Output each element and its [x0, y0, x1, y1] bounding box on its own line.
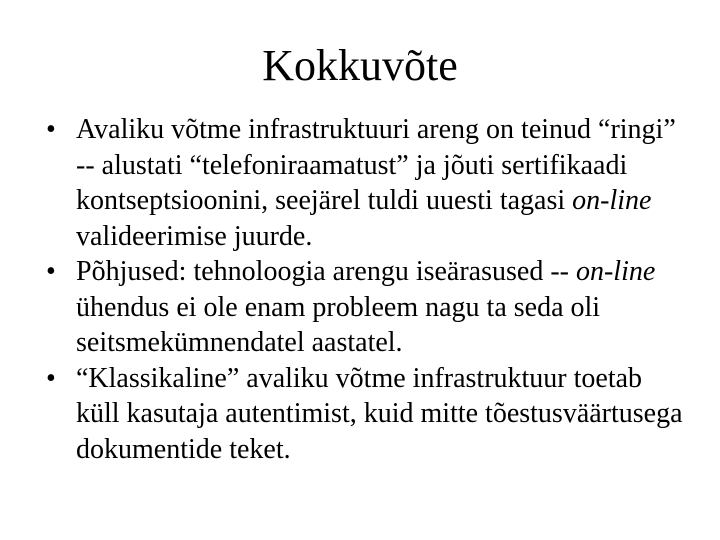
- bullet-text: [76, 363, 683, 465]
- bullet-segment: valideerimise juurde.: [76, 220, 313, 252]
- bullet-icon: •: [46, 256, 56, 287]
- bullet-text: [76, 114, 676, 252]
- bullet-segment: ühendus ei ole enam probleem nagu ta seda oli seitsmekümnendatel aastatel.: [76, 291, 601, 358]
- bullet-icon: •: [46, 114, 56, 145]
- bullet-item-2: [0, 254, 720, 361]
- bullet-segment: Põhjused: tehnoloogia arengu iseärasused --: [76, 256, 576, 287]
- bullet-text: [76, 256, 655, 358]
- bullet-segment-italic: on-line: [575, 256, 656, 287]
- bullet-segment-italic: on-line: [572, 185, 652, 216]
- bullet-item-1: [0, 112, 720, 254]
- bullet-list: [0, 112, 720, 467]
- bullet-icon: •: [46, 362, 56, 394]
- bullet-item-3: [0, 361, 720, 468]
- bullet-segment: Avaliku võtme infrastruktuuri areng on teinud “ringi” -- alustati “telefoniraamatust” ja jõuti sertifikaadi kontseptsioonini, seejärel tuldi uuesti tagasi: [76, 114, 676, 216]
- slide-title: Kokkuvõte: [262, 41, 458, 90]
- bullet-segment: “Klassikaline” avaliku võtme infrastruktuur toetab küll kasutaja autentimist, kuid mitte tõestusväärtusega dokumentide teket.: [76, 362, 683, 465]
